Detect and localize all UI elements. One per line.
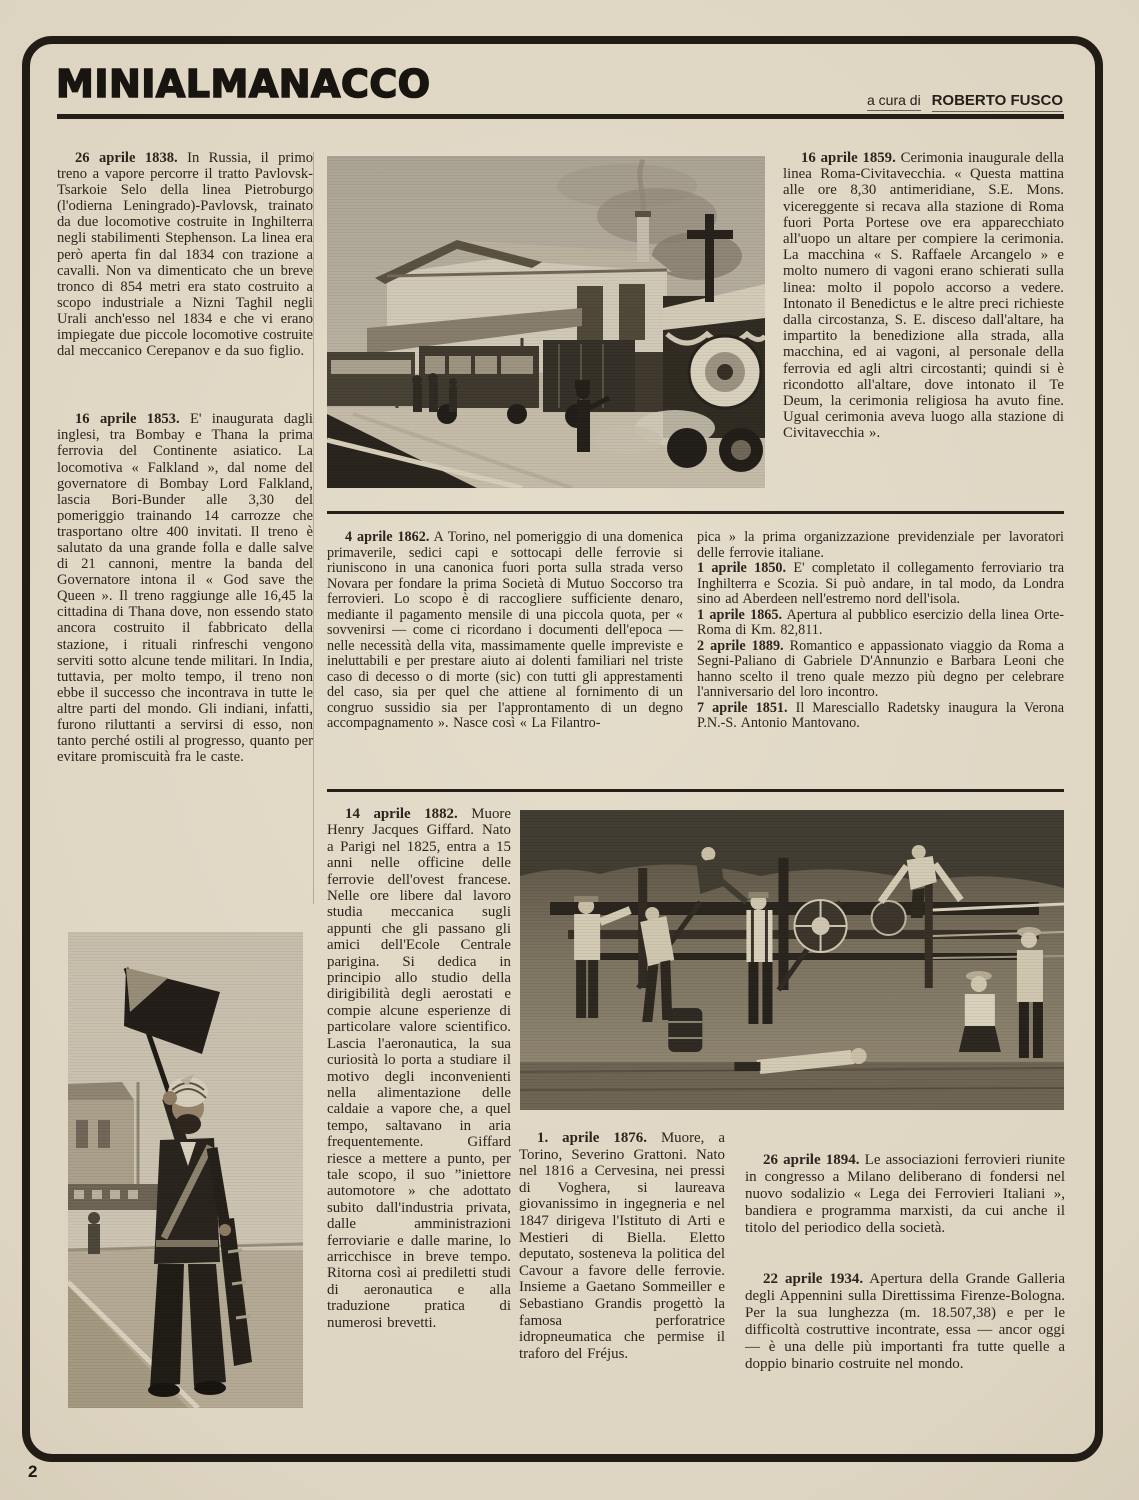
flagman-photo — [68, 932, 303, 1408]
entry-date: 2 aprile 1889. — [697, 637, 784, 654]
almanac-entry-1859 — [783, 150, 1064, 442]
entry-date: 26 aprile 1894. — [763, 1152, 860, 1168]
inaugural-train-photo — [327, 156, 765, 488]
almanac-entry-1865 — [697, 608, 1064, 639]
almanac-entry-1851 — [697, 701, 1064, 732]
entry-date: 16 aprile 1859. — [801, 150, 896, 166]
entry-text: Apertura della Grande Galleria degli Appennini sulla Direttissima Firenze-Bologna. Per la sua lunghezza (m. 18.507,38) e per le difficoltà costruttive incontrate, essa — ancor oggi — è una delle più importanti fra tutte quelle a doppio binario costruite nel mondo. — [745, 1271, 1065, 1372]
entry-text: Romantico e appassionato viaggio da Roma a Segni-Paliano di Gabriele D'Annunzio e Barbara Leoni che hanno scelto il treno quale mezzo più degno per celebrare l'anniversario del loro incontro. — [697, 637, 1064, 700]
entry-date: 4 aprile 1862. — [345, 529, 430, 545]
almanac-entry-1850 — [697, 561, 1064, 608]
almanac-entry-1876 — [519, 1130, 725, 1362]
almanac-entry-continuation — [697, 530, 1064, 561]
entry-date: 14 aprile 1882. — [345, 806, 458, 822]
entry-date: 1 aprile 1850. — [697, 560, 787, 576]
almanac-entry-1853 — [57, 411, 313, 765]
entry-text: A Torino, nel pomeriggio di una domenica primaverile, sedici capi e sottocapi delle ferrovie si riuniscono in una canonica fuori porta sulla strada verso Novara per fondare la prima Società di Mutuo Soccorso tra ferrovieri. Lo scopo è di raccogliere sufficiente denaro, mediante il pagamento mensile di una piccola quota, per « sovvenirsi — come ci ricordano i documenti dell'epoca — nelle necessità della vita, massimamente quelle impreviste e ineluttabili e per prestare aiuto ai dolenti familiari nel triste caso di decesso o di morte (sic) con tutti gli apprestamenti del caso, sia per quel che attiene al fornimento di un congruo sussidio sia per l'approntamento di un degno accompagnamento ». Nasce così « La Filantro- — [327, 529, 684, 731]
column-divider — [313, 152, 314, 904]
column-mid-left — [327, 530, 683, 732]
column-bottom-left — [327, 806, 511, 1331]
column-mid-right — [697, 530, 1064, 732]
byline-author: ROBERTO FUSCO — [932, 92, 1063, 112]
entry-text: Muore Henry Jacques Giffard. Nato a Parigi nel 1825, entra a 15 anni nelle officine delle ferrovie dell'ovest francese. Nelle ore libere dal lavoro studia meccanica sugli appunti che gli passano gli amici dell'Ecole Centrale parigina. Si dedica in principio allo studio della dirigibilità degli aerostati e compie alcune esperienze di particolare valore scientifico. Lascia l'aeronautica, la sua curiosità lo porta a studiare il motivo degli inconvenienti nella alimentazione delle caldaie a vapore che, a quel tempo, saltavano in aria frequentemente. Giffard riesce a mettere a punto, per tale scopo, il suo ”iniettore automotore » che adottato subito dall'industria privata, dalle amministrazioni ferroviarie e dalle marine, lo arricchisce in breve tempo. Ritorna così ai prediletti studi di aeronautica e alla traduzione pratica di numerosi brevetti. — [327, 806, 511, 1331]
section-rule-top — [327, 511, 1064, 514]
column-bottom-mid — [519, 1130, 725, 1362]
entry-text: In Russia, il primo treno a vapore percorre il tratto Pavlovsk-Tsarkoie Selo della linea Pietroburgo (l'odierna Leningrado)-Pavlovsk, trainato da due locomotive costruite in Inghilterra negli stabilimenti Stephenson. La linea era però aperta fin dal 1834 con trazione a cavalli. Non va dimenticato che un breve tronco di 854 metri era stato costruito a scopo industriale a Nizni Taghil negli Urali anch'esso nel 1834 e che vi erano impiegate due piccole locomotive costruite dal meccanico Cerepanov e da suo figlio. — [57, 150, 313, 360]
entry-text: pica » la prima organizzazione previdenziale per lavoratori delle ferrovie italiane. — [697, 529, 1064, 561]
page-title: MINIALMANACCO — [56, 62, 431, 106]
entry-date: 26 aprile 1838. — [75, 150, 178, 166]
entry-text: Apertura al pubblico esercizio della linea Orte-Roma di Km. 82,811. — [697, 606, 1065, 638]
entry-text: E' inaugurata dagli inglesi, tra Bombay e Thana la prima ferrovia del Continente asiatico. La locomotiva « Falkland », dal nome del governatore di Bombay Lord Falkland, lascia Bori-Bunder alle 3,30 del pomeriggio trainando 14 carrozze che trasportano oltre 400 invitati. Il treno è salutato da una grande folla e dalle salve di 21 cannoni, mentre la banda del Governatore intona il « God save the Queen ». Il treno raggiunge alle 16,45 la cittadina di Thana dove, non essendo stato ancora costruito il fabbricato della stazione, i rituali rinfreschi vengono serviti sotto alcune tende militari. In India, tuttavia, per molto tempo, il treno non ebbe il successo che incontrava in tutte le altre parti del mondo. Gli indiani, infatti, furono riluttanti a servirsi di esso, non tanto perché ostili al progresso, quanto per evitare promiscuità fra le caste. — [57, 411, 313, 766]
almanac-entry-1934 — [745, 1271, 1065, 1373]
almanac-entry-1882 — [327, 806, 511, 1331]
almanac-entry-1862 — [327, 530, 683, 732]
byline-prefix: a cura di — [867, 92, 921, 111]
almanac-entry-1838 — [57, 150, 313, 359]
almanac-entry-1889 — [697, 639, 1064, 701]
byline — [867, 92, 1063, 109]
entry-text: Muore, a Torino, Severino Grattoni. Nato nel 1816 a Cervesina, nei pressi di Voghera, si laureava giovanissimo in ingegneria e nel 1847 dirigeva l'Istituto di Arti e Mestieri di Biella. Eletto deputato, sosteneva la politica del Cavour a favore delle ferrovie. Insieme a Gaetano Sommeiller e Sebastiano Grandis progettò la famosa perforatrice idropneumatica che permise il traforo del Fréjus. — [519, 1130, 725, 1362]
column-bottom-right — [745, 1152, 1065, 1373]
header-rule — [57, 114, 1064, 119]
section-rule-bottom — [327, 789, 1064, 792]
entry-text: Le associazioni ferrovieri riunite in congresso a Milano deliberano di fondersi nel nuovo sodalizio « Lega dei Ferrovieri Italiani », bandiera e programma marxisti, da cui anche il titolo del periodico della società. — [745, 1152, 1066, 1236]
entry-date: 7 aprile 1851. — [697, 699, 788, 716]
entry-date: 1 aprile 1865. — [697, 606, 783, 623]
tunnel-drill-workers-photo — [520, 810, 1064, 1110]
entry-date: 22 aprile 1934. — [763, 1271, 864, 1287]
column-right-top — [783, 150, 1064, 442]
almanac-entry-1894 — [745, 1152, 1065, 1237]
entry-text: Cerimonia inaugurale della linea Roma-Civitavecchia. « Questa mattina alle ore 8,30 antimeridiane, S.E. Mons. vicereggente si recava alla stazione di Roma fuori Porta Portese ove era apparecchiato all'uopo un altare per compiere la cerimonia. La macchina « S. Raffaele Arcangelo » e molto numero di vagoni erano schierati sulla linea: molto il popolo accorso a vedere. Intonato il Benedictus e le altre preci richieste dalla circostanza, S. E. disceso dall'altare, ha impartito la benedizione alla strada, alla macchina, ed ai vagoni, al personale della ferrovia ed agli altri circostanti; quindi si è ricondotto all'altare, dove intonato il Te Deum, la cerimonia religiosa ha avuto fine. Ugual cerimonia aveva luogo alla stazione di Civitavecchia ». — [783, 150, 1065, 442]
page-number: 2 — [28, 1462, 38, 1481]
entry-date: 16 aprile 1853. — [75, 411, 180, 428]
entry-date: 1. aprile 1876. — [537, 1130, 647, 1146]
entry-text: E' completato il collegamento ferroviario tra Inghilterra e Scozia. Si può andare, in tal modo, da Londra sino ad Aberdeen nell'estremo nord dell'isola. — [697, 560, 1064, 607]
entry-text: Il Maresciallo Radetsky inaugura la Verona P.N.-S. Antonio Mantovano. — [697, 699, 1065, 731]
column-left-top — [57, 150, 313, 765]
